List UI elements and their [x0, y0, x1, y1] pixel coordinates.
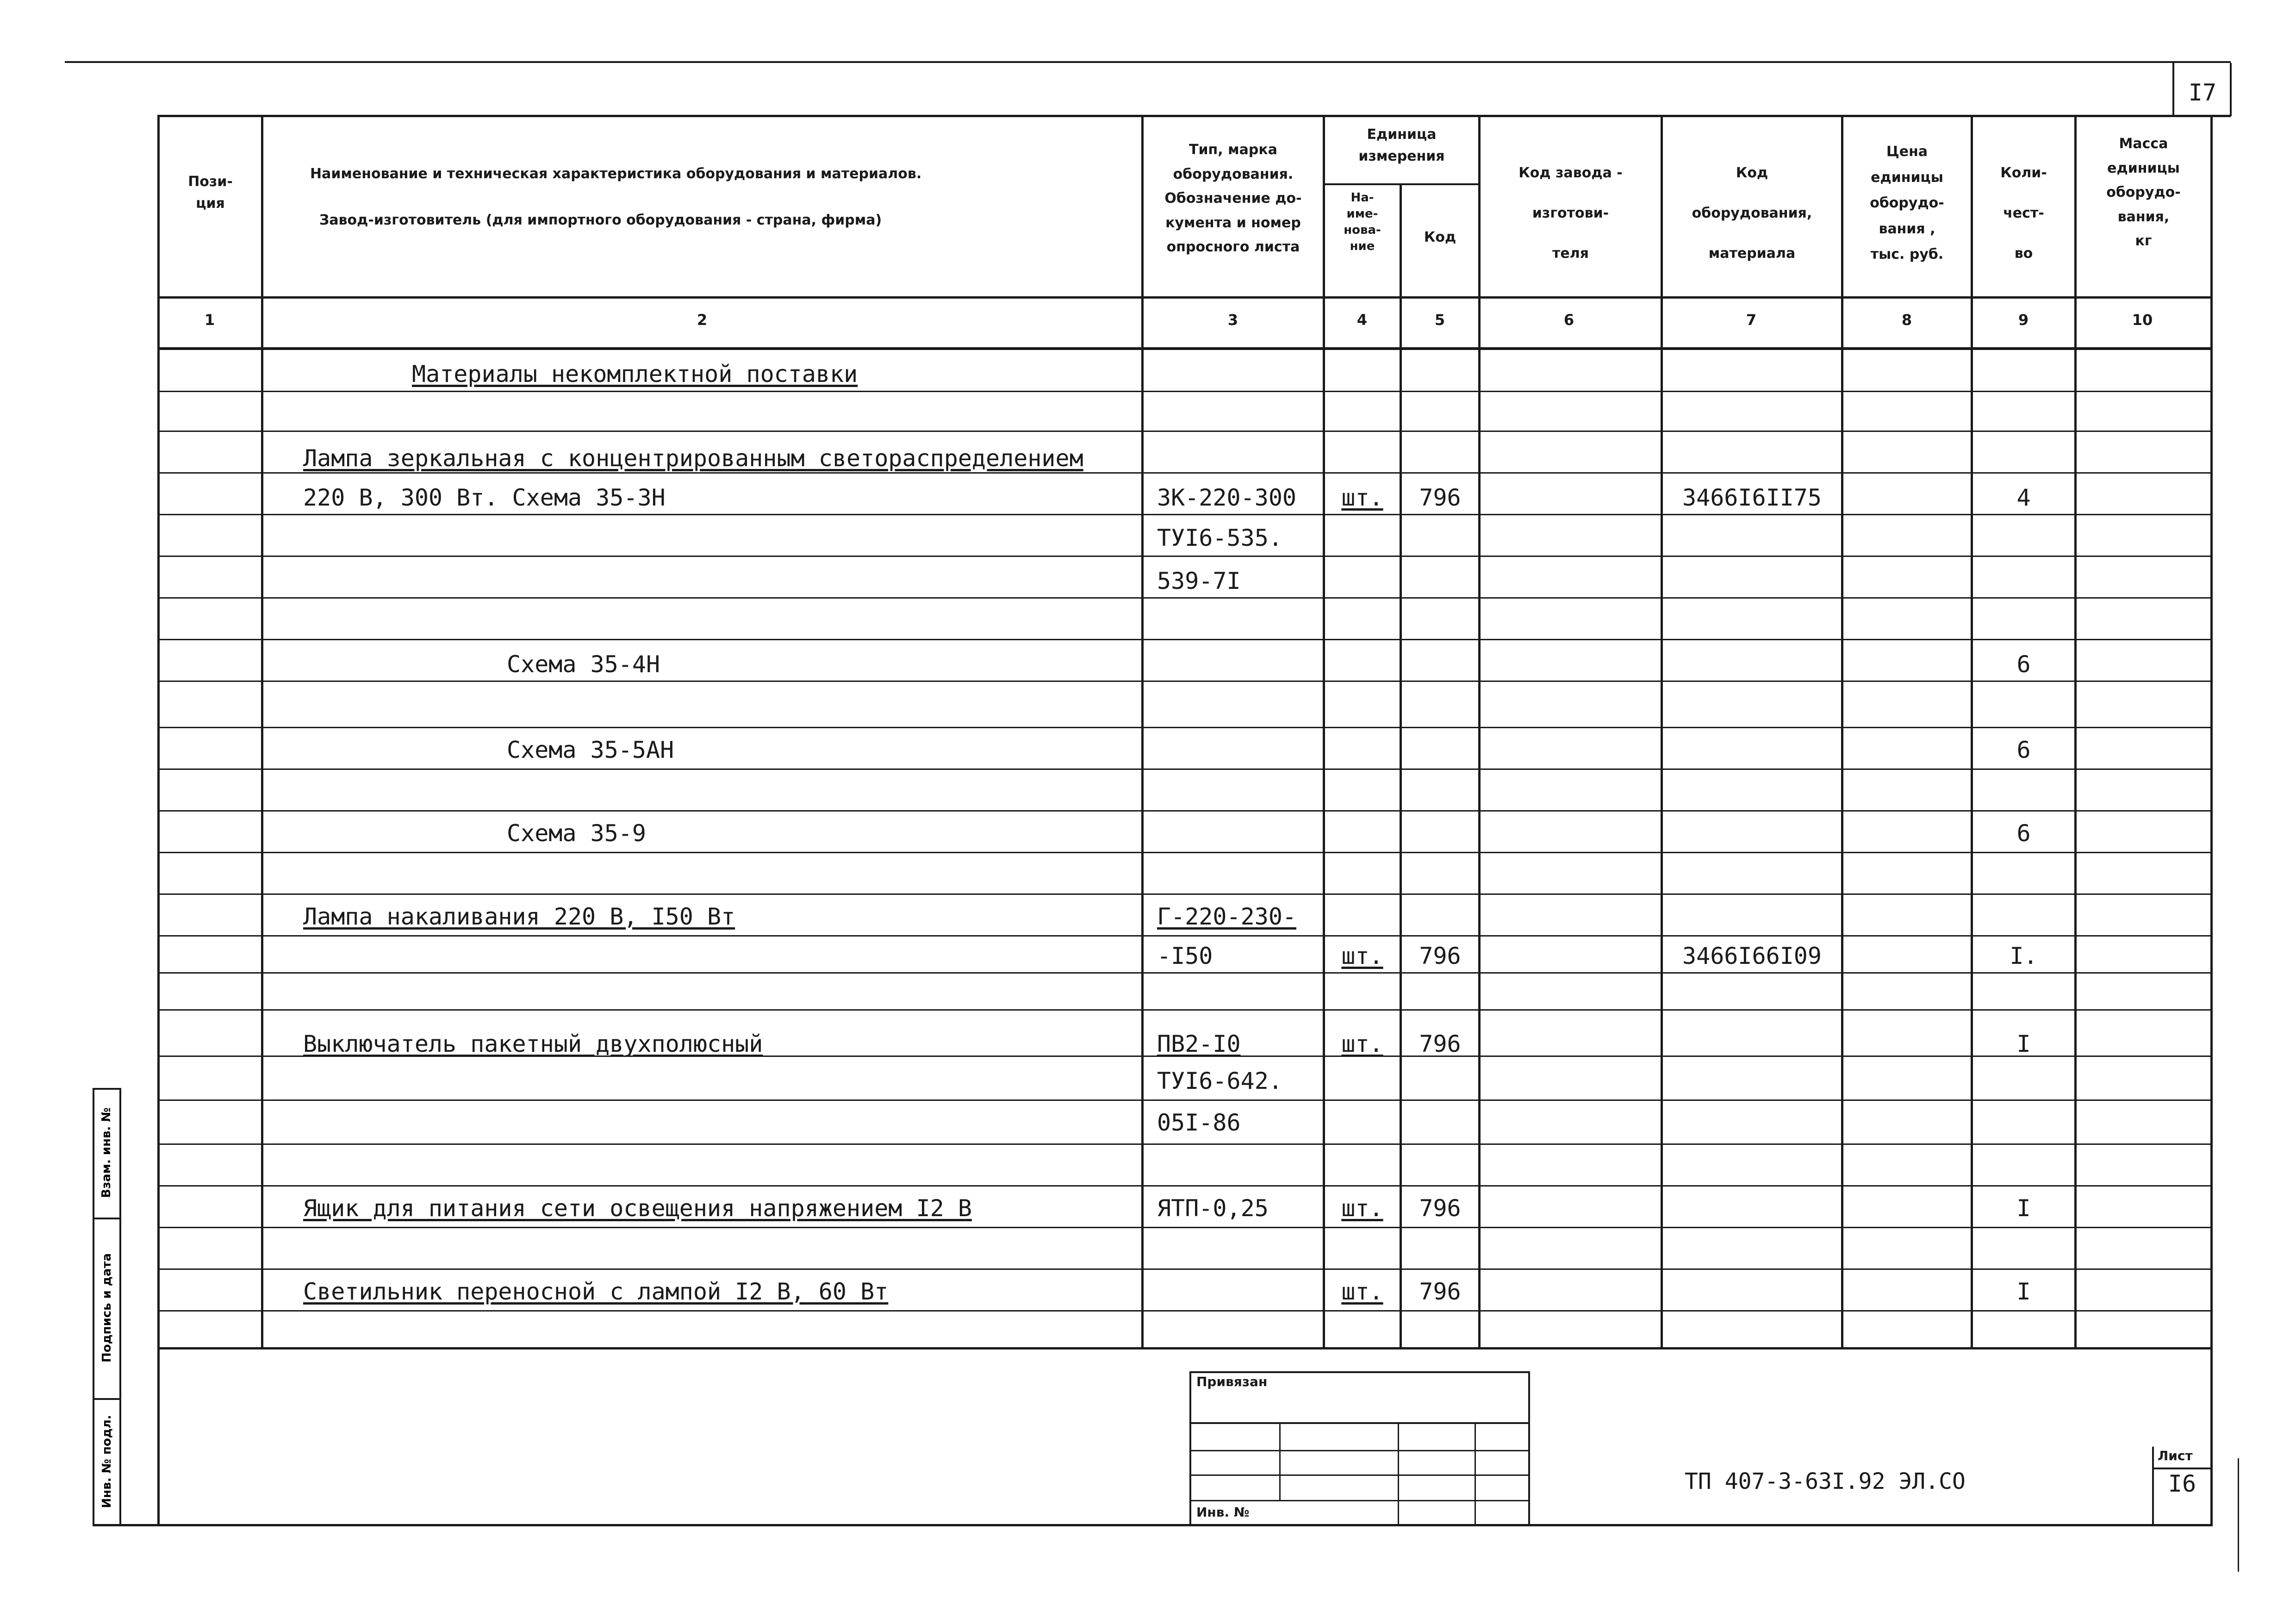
item-name: Лампа накаливания 220 В, I50 Вт — [303, 903, 735, 930]
item-unit: шт. — [1341, 484, 1383, 511]
header-price: Цена единицы оборудо- вания , тыс. руб. — [1870, 144, 1944, 262]
item-unit-code: 796 — [1419, 1031, 1461, 1057]
item-type-mark: ЯТП-0,25 — [1157, 1195, 1269, 1222]
col-sep-8 — [1971, 115, 1973, 1349]
row-line — [157, 768, 2212, 770]
header-plant-code: Код завода - изготови- теля — [1518, 165, 1623, 262]
column-number: 6 — [1563, 311, 1574, 329]
row-line — [157, 431, 2212, 432]
stamp-left — [1189, 1371, 1191, 1526]
column-number: 4 — [1356, 311, 1368, 329]
row-line — [157, 1227, 2212, 1228]
column-number: 3 — [1227, 311, 1238, 329]
item-quantity: I — [2016, 1031, 2031, 1057]
margin-edge-right — [2238, 1458, 2239, 1572]
item-type-mark: 05I-86 — [1157, 1109, 1241, 1136]
row-line — [157, 1268, 2212, 1270]
column-number: 8 — [1901, 311, 1912, 329]
frame-right — [2210, 115, 2213, 1526]
row-line — [157, 893, 2212, 895]
header-unit-name: На- име- нова- ние — [1344, 191, 1381, 254]
frame-top — [157, 115, 2231, 117]
item-type-mark: 539-7I — [1157, 568, 1241, 594]
item-quantity: 4 — [2016, 484, 2031, 511]
row-line — [157, 972, 2212, 974]
column-number: 2 — [697, 311, 708, 329]
item-name: Лампа зеркальная с концентрированным светораспределением — [303, 445, 1083, 472]
side-label-vzam: Взам. инв. № — [100, 1107, 113, 1198]
stamp-inv-no: Инв. № — [1196, 1505, 1250, 1520]
top-rule — [65, 61, 2231, 63]
header-unit-code: Код — [1424, 229, 1456, 245]
item-type-mark: ПВ2-I0 — [1157, 1031, 1241, 1057]
item-code: 3466I6II75 — [1682, 484, 1822, 511]
row-line — [157, 391, 2212, 392]
item-type-mark: ТУI6-642. — [1157, 1068, 1282, 1094]
column-number: 1 — [204, 311, 215, 329]
column-number: 7 — [1746, 311, 1757, 329]
header-mass: Масса единицы оборудо- вания, кг — [2106, 136, 2181, 249]
sheet-number-top: I7 — [2188, 79, 2217, 106]
side-strip-left — [93, 1088, 94, 1526]
header-item-code: Код оборудования, материала — [1692, 165, 1812, 262]
col-sep-2 — [1141, 115, 1144, 1349]
row-line — [157, 1143, 2212, 1145]
column-number: 10 — [2132, 311, 2153, 329]
row-line — [157, 810, 2212, 812]
row-line — [157, 1009, 2212, 1011]
item-unit: шт. — [1341, 1195, 1383, 1222]
table-bottom — [157, 1347, 2212, 1349]
item-quantity: I — [2016, 1195, 2031, 1222]
frame-left — [157, 115, 160, 1526]
item-name: Схема 35-4Н — [507, 651, 660, 678]
item-name: Материалы некомплектной поставки — [412, 361, 858, 387]
item-name: Ящик для питания сети освещения напряжением I2 В — [303, 1195, 972, 1222]
item-unit-code: 796 — [1419, 484, 1461, 511]
row-line — [157, 1099, 2212, 1101]
header-position: Пози- ция — [188, 174, 233, 212]
item-name: Светильник переносной с лампой I2 В, 60 Вт — [303, 1278, 889, 1305]
row-line — [157, 1185, 2212, 1187]
row-line — [157, 935, 2212, 937]
header-name-line2: Завод-изготовитель (для импортного оборудования - страна, фирма) — [319, 212, 882, 228]
item-name: Выключатель пакетный двухполюсный — [303, 1031, 763, 1057]
item-unit-code: 796 — [1419, 943, 1461, 969]
stamp-h1 — [1189, 1422, 1530, 1424]
col-sep-6 — [1661, 115, 1663, 1349]
row-line — [157, 852, 2212, 853]
stamp-right — [1528, 1371, 1530, 1526]
stamp-h4 — [1189, 1500, 1530, 1501]
row-line — [157, 1310, 2212, 1312]
side-label-inv-podl: Инв. № подл. — [100, 1415, 114, 1508]
col-sep-7 — [1841, 115, 1843, 1349]
stamp-v2 — [1398, 1422, 1399, 1526]
row-line — [157, 639, 2212, 640]
stamp-h3 — [1189, 1474, 1530, 1476]
header-quantity: Коли- чест- во — [2000, 165, 2047, 262]
row-line — [157, 556, 2212, 557]
col-sep-3 — [1323, 115, 1325, 1349]
item-name: Схема 35-9 — [507, 820, 647, 847]
col-sep-9 — [2074, 115, 2077, 1349]
stamp-privyazan: Привязан — [1196, 1374, 1268, 1389]
item-quantity: 6 — [2016, 820, 2031, 847]
column-number: 9 — [2018, 311, 2029, 329]
row-line — [157, 727, 2212, 728]
sheet-box-left — [2172, 63, 2174, 116]
item-unit: шт. — [1341, 1031, 1383, 1057]
row-line — [157, 514, 2212, 515]
item-unit: шт. — [1341, 943, 1383, 969]
item-quantity: 6 — [2016, 651, 2031, 678]
header-unit-group: Единица измерения — [1358, 126, 1445, 164]
header-name-line1: Наименование и техническая характеристика оборудования и материалов. — [310, 166, 922, 182]
list-number: I6 — [2168, 1470, 2196, 1497]
row-line — [157, 597, 2212, 599]
stamp-top — [1189, 1371, 1530, 1373]
stamp-h2 — [1189, 1450, 1530, 1451]
item-name: Схема 35-5АН — [507, 737, 674, 763]
item-type-mark: Г-220-230- — [1157, 903, 1297, 930]
header-type-mark: Тип, марка оборудования. Обозначение до- кумента и номер опросного листа — [1164, 142, 1302, 255]
stamp-v3 — [1475, 1422, 1476, 1526]
stamp-v1 — [1279, 1422, 1281, 1500]
item-quantity: 6 — [2016, 737, 2031, 763]
sheet-box-right — [2230, 63, 2232, 116]
item-name: 220 В, 300 Вт. Схема 35-3Н — [303, 484, 666, 511]
item-quantity: I — [2016, 1278, 2031, 1305]
item-type-mark: -I50 — [1157, 943, 1213, 969]
item-type-mark: ЗК-220-300 — [1157, 484, 1297, 511]
frame-bottom — [93, 1524, 2212, 1526]
item-code: 3466I66I09 — [1682, 943, 1822, 969]
item-quantity: I. — [2010, 943, 2038, 969]
side-label-podpis: Подпись и дата — [100, 1253, 114, 1363]
item-type-mark: ТУI6-535. — [1157, 525, 1282, 551]
header-bottom-line — [157, 296, 2212, 299]
column-number: 5 — [1434, 311, 1445, 329]
item-unit: шт. — [1341, 1278, 1383, 1305]
item-unit-code: 796 — [1419, 1278, 1461, 1305]
document-code: ТП 407-3-63I.92 ЭЛ.СО — [1685, 1468, 1966, 1494]
col-sep-4 — [1400, 183, 1402, 1349]
colnum-bottom-line — [157, 347, 2212, 350]
side-strip-mid — [119, 1088, 121, 1526]
list-label: Лист — [2158, 1448, 2193, 1463]
row-line — [157, 681, 2212, 682]
item-unit-code: 796 — [1419, 1195, 1461, 1222]
col-sep-5 — [1478, 115, 1481, 1349]
row-line — [157, 472, 2212, 474]
list-box-mid — [2152, 1468, 2212, 1469]
col-sep-1 — [261, 115, 263, 1349]
